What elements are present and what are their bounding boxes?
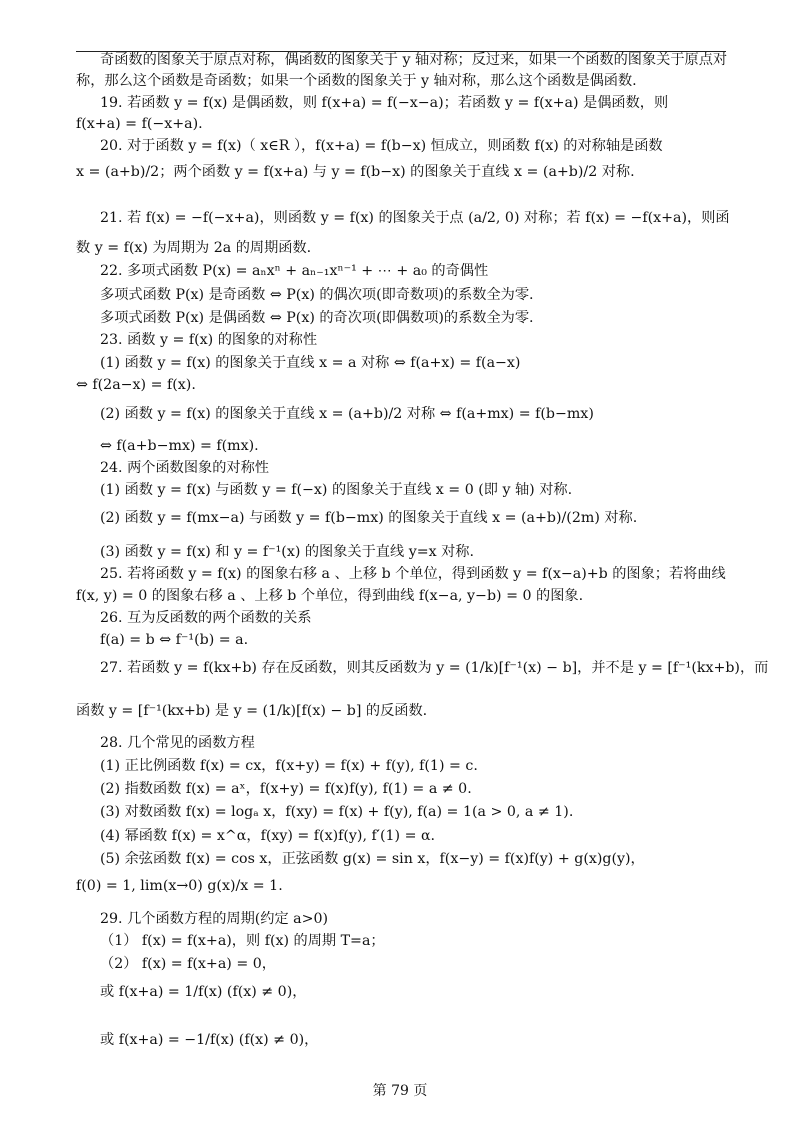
text-line: 21. 若 f(x) = −f(−x+a)，则函数 y = f(x) 的图象关于点 (a/2, 0) 对称；若 f(x) = −f(x+a)，则函 [100, 210, 730, 226]
text-line: (2) 函数 y = f(x) 的图象关于直线 x = (a+b)/2 对称 ⇔ f(a+mx) = f(b−mx) [100, 406, 594, 422]
text-line: 26. 互为反函数的两个函数的关系 [100, 610, 312, 626]
text-line: (4) 幂函数 f(x) = x^α，f(xy) = f(x)f(y), f′(1) = α. [100, 828, 436, 844]
page-number: 第 79 页 [372, 1083, 428, 1099]
text-line: f(a) = b ⇔ f⁻¹(b) = a. [100, 632, 249, 648]
text-line: 数 y = f(x) 为周期为 2a 的周期函数. [76, 240, 312, 256]
text-line: 28. 几个常见的函数方程 [100, 735, 255, 751]
text-line: (2) 指数函数 f(x) = aˣ，f(x+y) = f(x)f(y), f(1) = a ≠ 0. [100, 781, 472, 797]
text-line: 或 f(x+a) = 1/f(x) (f(x) ≠ 0)， [100, 984, 307, 1000]
text-line: (3) 函数 y = f(x) 和 y = f⁻¹(x) 的图象关于直线 y=x 对称. [100, 544, 474, 560]
text-line: f(x+a) = f(−x+a). [76, 116, 203, 132]
text-line: （2） f(x) = f(x+a) = 0， [100, 956, 276, 972]
text-line: 多项式函数 P(x) 是奇函数 ⇔ P(x) 的偶次项(即奇数项)的系数全为零. [100, 287, 534, 303]
text-line: 23. 函数 y = f(x) 的图象的对称性 [100, 332, 318, 348]
text-line: 20. 对于函数 y = f(x)（ x∈R ），f(x+a) = f(b−x) 恒成立，则函数 f(x) 的对称轴是函数 [100, 138, 663, 154]
text-line: x = (a+b)/2；两个函数 y = f(x+a) 与 y = f(b−x) 的图象关于直线 x = (a+b)/2 对称. [76, 164, 635, 180]
text-line: 奇函数的图象关于原点对称，偶函数的图象关于 y 轴对称；反过来，如果一个函数的图象关于原点对 [100, 52, 728, 68]
text-line: ⇔ f(2a−x) = f(x). [76, 377, 196, 393]
text-line: 22. 多项式函数 P(x) = aₙxⁿ + aₙ₋₁xⁿ⁻¹ + ⋯ + a₀ 的奇偶性 [100, 263, 489, 279]
text-line: 29. 几个函数方程的周期(约定 a>0) [100, 911, 329, 927]
text-line: (5) 余弦函数 f(x) = cos x，正弦函数 g(x) = sin x，f(x−y) = f(x)f(y) + g(x)g(y)， [100, 851, 645, 867]
text-line: (2) 函数 y = f(mx−a) 与函数 y = f(b−mx) 的图象关于直线 x = (a+b)/(2m) 对称. [100, 510, 638, 526]
text-line: (3) 对数函数 f(x) = logₐ x，f(xy) = f(x) + f(y), f(a) = 1(a > 0, a ≠ 1). [100, 804, 574, 820]
text-line: 称，那么这个函数是奇函数；如果一个函数的图象关于 y 轴对称，那么这个函数是偶函数. [76, 73, 637, 89]
text-line: （1） f(x) = f(x+a)，则 f(x) 的周期 T=a； [100, 933, 385, 949]
text-line: ⇔ f(a+b−mx) = f(mx). [100, 438, 259, 454]
text-line: (1) 正比例函数 f(x) = cx，f(x+y) = f(x) + f(y), f(1) = c. [100, 758, 478, 774]
text-line: 27. 若函数 y = f(kx+b) 存在反函数，则其反函数为 y = (1/k)[f⁻¹(x) − b]，并不是 y = [f⁻¹(kx+b)，而 [100, 660, 769, 676]
text-line: 函数 y = [f⁻¹(kx+b) 是 y = (1/k)[f(x) − b] 的反函数. [76, 703, 428, 719]
text-line: 24. 两个函数图象的对称性 [100, 460, 269, 476]
text-line: (1) 函数 y = f(x) 的图象关于直线 x = a 对称 ⇔ f(a+x) = f(a−x) [100, 355, 521, 371]
text-line: 25. 若将函数 y = f(x) 的图象右移 a 、上移 b 个单位，得到函数 y = f(x−a)+b 的图象；若将曲线 [100, 566, 726, 582]
text-line: (1) 函数 y = f(x) 与函数 y = f(−x) 的图象关于直线 x = 0 (即 y 轴) 对称. [100, 482, 573, 498]
text-line: f(0) = 1, lim(x→0) g(x)/x = 1. [76, 878, 283, 894]
text-line: 19. 若函数 y = f(x) 是偶函数，则 f(x+a) = f(−x−a)；若函数 y = f(x+a) 是偶函数，则 [100, 95, 669, 111]
text-line: 多项式函数 P(x) 是偶函数 ⇔ P(x) 的奇次项(即偶数项)的系数全为零. [100, 310, 534, 326]
text-line: 或 f(x+a) = −1/f(x) (f(x) ≠ 0)， [100, 1032, 319, 1048]
text-line: f(x, y) = 0 的图象右移 a 、上移 b 个单位，得到曲线 f(x−a, y−b) = 0 的图象. [76, 588, 584, 604]
